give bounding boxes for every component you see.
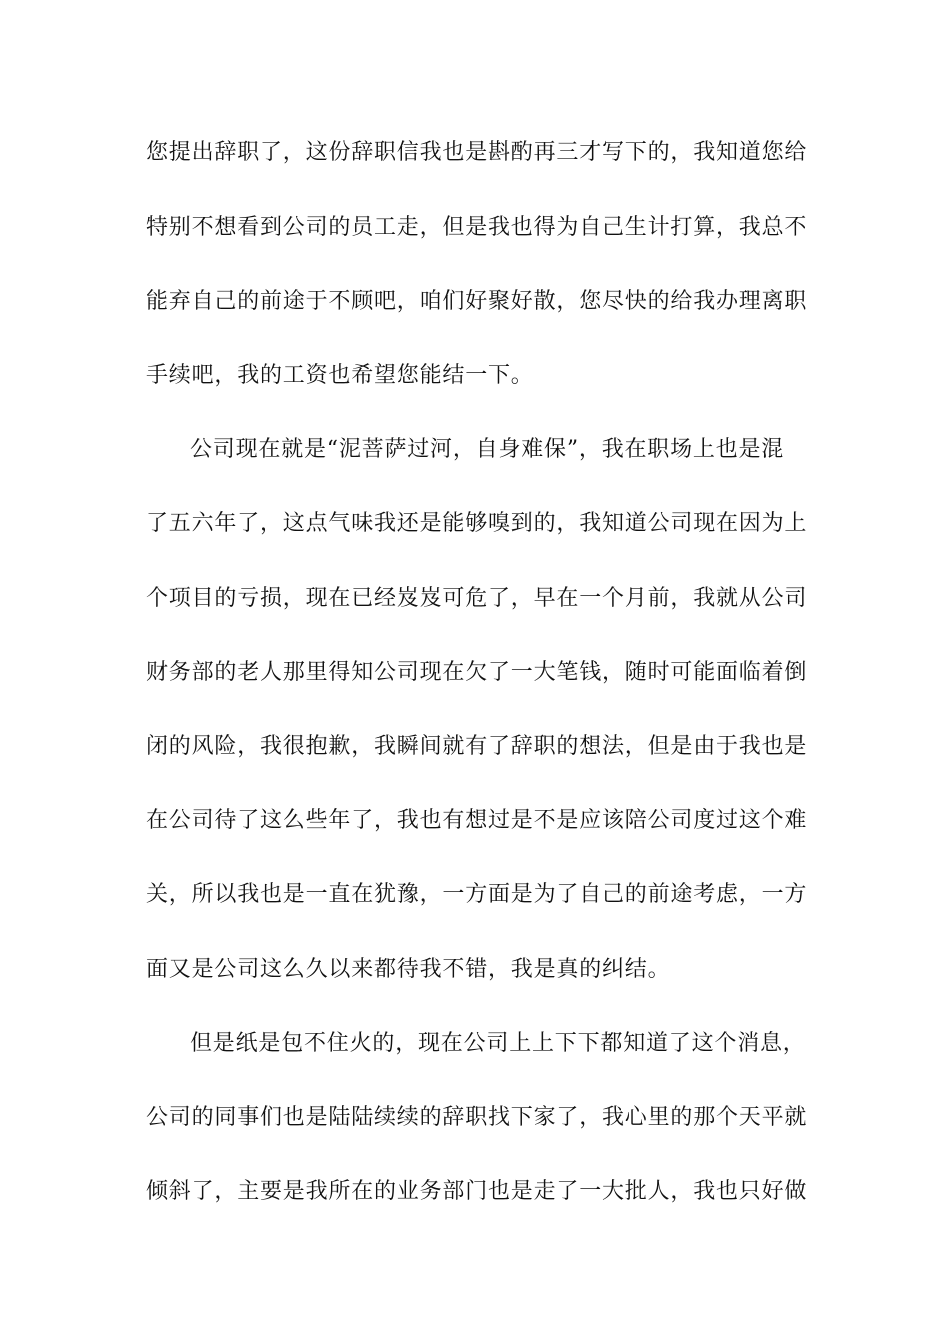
text-line: 关，所以我也是一直在犹豫，一方面是为了自己的前途考虑，一方 [146,882,808,907]
text-line: 手续吧，我的工资也希望您能结一下。 [146,363,534,388]
text-line: 特别不想看到公司的员工走，但是我也得为自己生计打算，我总不 [146,215,808,240]
text-line: 您提出辞职了，这份辞职信我也是斟酌再三才写下的，我知道您给 [146,140,808,165]
text-line: 面又是公司这么久以来都待我不错，我是真的纠结。 [146,957,671,982]
text-line: 个项目的亏损，现在已经岌岌可危了，早在一个月前，我就从公司 [146,586,808,611]
text-line: 倾斜了，主要是我所在的业务部门也是走了一大批人，我也只好做 [146,1179,808,1204]
text-line: 财务部的老人那里得知公司现在欠了一大笔钱，随时可能面临着倒 [146,660,808,685]
text-line: 公司的同事们也是陆陆续续的辞职找下家了，我心里的那个天平就 [146,1105,808,1130]
paragraph-first-line: 公司现在就是“泥菩萨过河，自身难保”，我在职场上也是混 [190,437,785,462]
paragraph-first-line: 但是纸是包不住火的，现在公司上上下下都知道了这个消息， [190,1031,806,1056]
text-line: 了五六年了，这点气味我还是能够嗅到的，我知道公司现在因为上 [146,511,808,536]
text-line: 闭的风险，我很抱歉，我瞬间就有了辞职的想法，但是由于我也是 [146,734,808,759]
text-line: 能弃自己的前途于不顾吧，咱们好聚好散，您尽快的给我办理离职 [146,289,808,314]
text-line: 在公司待了这么些年了，我也有想过是不是应该陪公司度过这个难 [146,808,808,833]
